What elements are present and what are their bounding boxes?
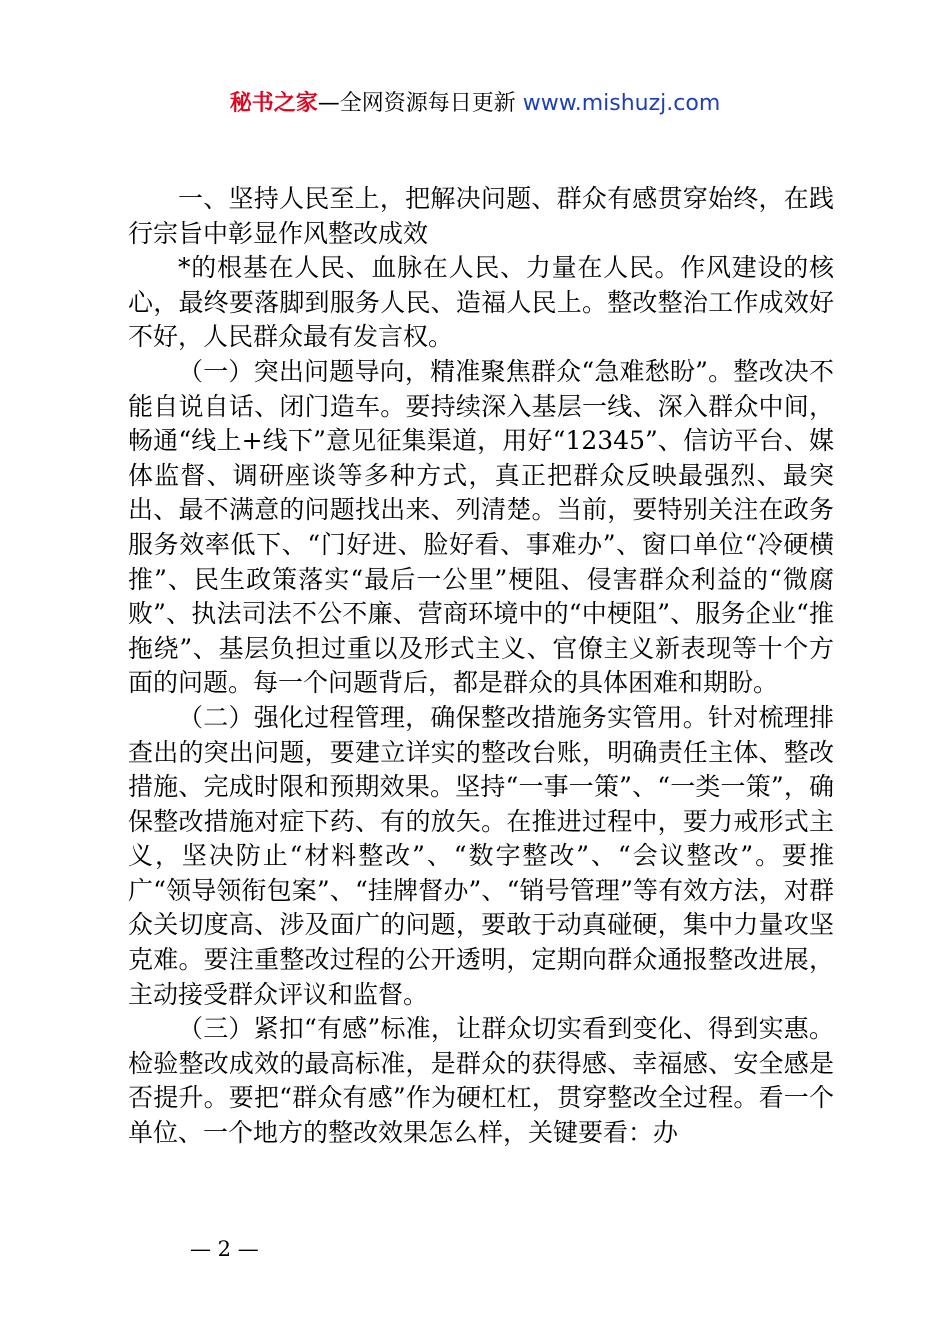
site-tagline: —全网资源每日更新 [317, 91, 516, 116]
body-paragraph: *的根基在人民、血脉在人民、力量在人民。作风建设的核心，最终要落脚到服务人民、造福人民上。整改整治工作成效好不好，人民群众最有发言权。 [128, 253, 834, 352]
site-header [0, 88, 950, 120]
site-url-link[interactable]: www.mishuzj.com [522, 91, 721, 116]
body-paragraph: （三）紧扣“有感”标准，让群众切实看到变化、得到实惠。检验整改成效的最高标准，是群众的获得感、幸福感、安全感是否提升。要把“群众有感”作为硬杠杠，贯穿整改全过程。看一个单位、一个地方的整改效果怎么样，关键要看：办 [128, 1014, 834, 1148]
section-heading: 一、坚持人民至上，把解决问题、群众有感贯穿始终，在践行宗旨中彰显作风整改成效 [128, 184, 834, 248]
body-paragraph: （一）突出问题导向，精准聚焦群众“急难愁盼”。整改决不能自说自话、闭门造车。要持续深入基层一线、深入群众中间，畅通“线上+线下”意见征集渠道，用好“12345”、信访平台、媒体监督、调研座谈等多种方式，真正把群众反映最强烈、最突出、最不满意的问题找出来、列清楚。当前，要特别关注在政务服务效率低下、“门好进、脸好看、事难办”、窗口单位“冷硬横推”、民生政策落实“最后一公里”梗阻、侵害群众利益的“微腐败”、执法司法不公不廉、营商环境中的“中梗阻”、服务企业“推拖绕”、基层负担过重以及形式主义、官僚主义新表现等十个方面的问题。每一个问题背后，都是群众的具体困难和期盼。 [128, 356, 834, 698]
page-number: — 2 — [190, 1237, 259, 1261]
site-brand: 秘书之家 [229, 91, 318, 116]
body-paragraph: （二）强化过程管理，确保整改措施务实管用。针对梳理排查出的突出问题，要建立详实的整改台账，明确责任主体、整改措施、完成时限和预期效果。坚持“一事一策”、“一类一策”，确保整改措施对症下药、有的放矢。在推进过程中，要力戒形式主义，坚决防止“材料整改”、“数字整改”、“会议整改”。要推广“领导领衔包案”、“挂牌督办”、“销号管理”等有效方法，对群众关切度高、涉及面广的问题，要敢于动真碰硬，集中力量攻坚克难。要注重整改过程的公开透明，定期向群众通报整改进展，主动接受群众评议和监督。 [128, 702, 834, 1009]
document-body [128, 182, 834, 1151]
